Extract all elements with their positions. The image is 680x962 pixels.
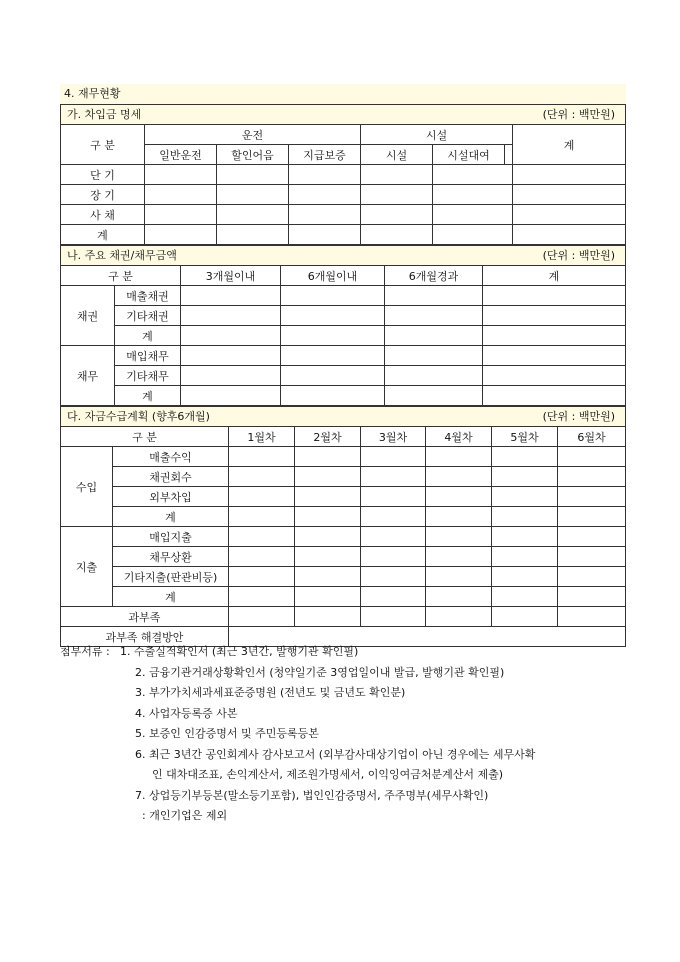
table-row — [61, 185, 626, 205]
row-purchase-payable: 매입채무 — [115, 346, 181, 366]
receivables-table — [60, 265, 626, 406]
row-sales-receivable: 매출채권 — [115, 286, 181, 306]
table-row — [61, 487, 626, 507]
row-total: 계 — [61, 225, 145, 245]
borrowing-total-header: 계 — [513, 125, 626, 165]
funding-plan-table — [60, 426, 626, 647]
attachment-item-7: 7. 상업등기부등본(말소등기포함), 법인인감증명서, 주주명부(세무사확인) — [135, 788, 489, 802]
funding-gubun: 구 분 — [61, 427, 229, 447]
attachment-item-3: 3. 부가가치세과세표준증명원 (전년도 및 금년도 확인분) — [135, 686, 406, 699]
funding-plan-unit: (단위 : 백만원) — [542, 410, 615, 423]
row-bonds: 사 채 — [61, 205, 145, 225]
borrowing-title: 가. 차입금 명세 — [67, 108, 142, 121]
row-other-payable: 기타채무 — [115, 366, 181, 386]
col-within-3m: 3개월이내 — [181, 266, 281, 286]
table-row — [61, 447, 626, 467]
col-month-6: 6월차 — [558, 427, 626, 447]
payable-group-label: 채무 — [61, 346, 115, 406]
table-row — [61, 346, 626, 366]
row-external-borrowing: 외부차입 — [113, 487, 229, 507]
col-facility: 시설 — [361, 145, 433, 165]
col-over-6m: 6개월경과 — [385, 266, 483, 286]
funding-plan-title: 다. 자금수급계획 (향후6개월) — [67, 410, 210, 423]
borrowing-group-operating: 운전 — [145, 125, 361, 145]
attachment-note: : 개인기업은 제외 — [142, 809, 228, 822]
table-row — [61, 286, 626, 306]
row-receivable-collection: 채권회수 — [113, 467, 229, 487]
table-row — [61, 527, 626, 547]
income-group-label: 수입 — [61, 447, 113, 527]
financial-status-form — [60, 84, 626, 647]
table-row — [61, 205, 626, 225]
borrowing-table — [60, 124, 626, 245]
col-month-4: 4월차 — [426, 427, 492, 447]
row-shortage: 과부족 — [61, 607, 229, 627]
receivable-group-label: 채권 — [61, 286, 115, 346]
attachment-list — [120, 642, 650, 663]
receivables-title: 나. 주요 채권/채무금액 — [67, 249, 177, 262]
col-total: 계 — [483, 266, 626, 286]
col-general-operating: 일반운전 — [145, 145, 217, 165]
attachments — [60, 642, 650, 827]
table-row — [61, 165, 626, 185]
col-facility-lease: 시설대여 — [433, 145, 505, 165]
attachment-row — [60, 642, 650, 663]
col-payment-guarantee: 지급보증 — [289, 145, 361, 165]
row-payable-total: 계 — [115, 386, 181, 406]
col-month-3: 3월차 — [361, 427, 426, 447]
attachment-item-4: 4. 사업자등록증 사본 — [135, 706, 238, 720]
col-month-1: 1월차 — [229, 427, 295, 447]
borrowing-group-facility: 시설 — [361, 125, 513, 145]
receivables-unit: (단위 : 백만원) — [542, 249, 615, 262]
col-discount-bill: 할인어음 — [217, 145, 289, 165]
table-row — [61, 567, 626, 587]
receivables-gubun: 구 분 — [61, 266, 181, 286]
table-row — [61, 467, 626, 487]
table-row — [61, 386, 626, 406]
col-month-2: 2월차 — [295, 427, 361, 447]
table-row — [61, 225, 626, 245]
row-other-receivable: 기타채권 — [115, 306, 181, 326]
borrowing-header — [60, 104, 626, 124]
table-row — [61, 587, 626, 607]
row-shortage-plan: 과부족 해결방안 — [61, 627, 229, 647]
attachment-item-6: 6. 최근 3년간 공인회계사 감사보고서 (외부감사대상기업이 아닌 경우에는 세무사확 — [135, 747, 536, 761]
receivables-header — [60, 245, 626, 265]
col-month-5: 5월차 — [492, 427, 558, 447]
row-receivable-total: 계 — [115, 326, 181, 346]
table-row — [61, 326, 626, 346]
funding-plan-header — [60, 406, 626, 426]
attachment-item-2: 2. 금융기관거래상황확인서 (청약일기준 3영업일이내 발급, 발행기관 확인필) — [135, 665, 505, 679]
row-debt-repayment: 채무상환 — [113, 547, 229, 567]
table-row — [61, 507, 626, 527]
row-expense-total: 계 — [113, 587, 229, 607]
section-title: 4. 재무현황 — [60, 84, 626, 104]
row-long-term: 장 기 — [61, 185, 145, 205]
table-row — [61, 366, 626, 386]
row-purchase-expense: 매입지출 — [113, 527, 229, 547]
attachment-item-6-cont: 인 대차대조표, 손익계산서, 제조원가명세서, 이익잉여금처분계산서 제출) — [152, 768, 504, 781]
table-row — [61, 547, 626, 567]
row-short-term: 단 기 — [61, 165, 145, 185]
row-other-expense: 기타지출(판관비등) — [113, 567, 229, 587]
borrowing-gubun: 구 분 — [61, 125, 145, 165]
table-row — [61, 306, 626, 326]
col-within-6m: 6개월이내 — [281, 266, 385, 286]
borrowing-unit: (단위 : 백만원) — [542, 108, 615, 121]
row-sales-revenue: 매출수익 — [113, 447, 229, 467]
attachment-item-1: 1. 수출실적확인서 (최근 3년간, 발행기관 확인필) — [120, 645, 359, 658]
table-row — [61, 607, 626, 627]
attachments-lead: 첨부서류 : — [60, 645, 110, 658]
row-income-total: 계 — [113, 507, 229, 527]
expense-group-label: 지출 — [61, 527, 113, 607]
attachment-item-5: 5. 보증인 인감증명서 및 주민등록등본 — [135, 727, 319, 740]
